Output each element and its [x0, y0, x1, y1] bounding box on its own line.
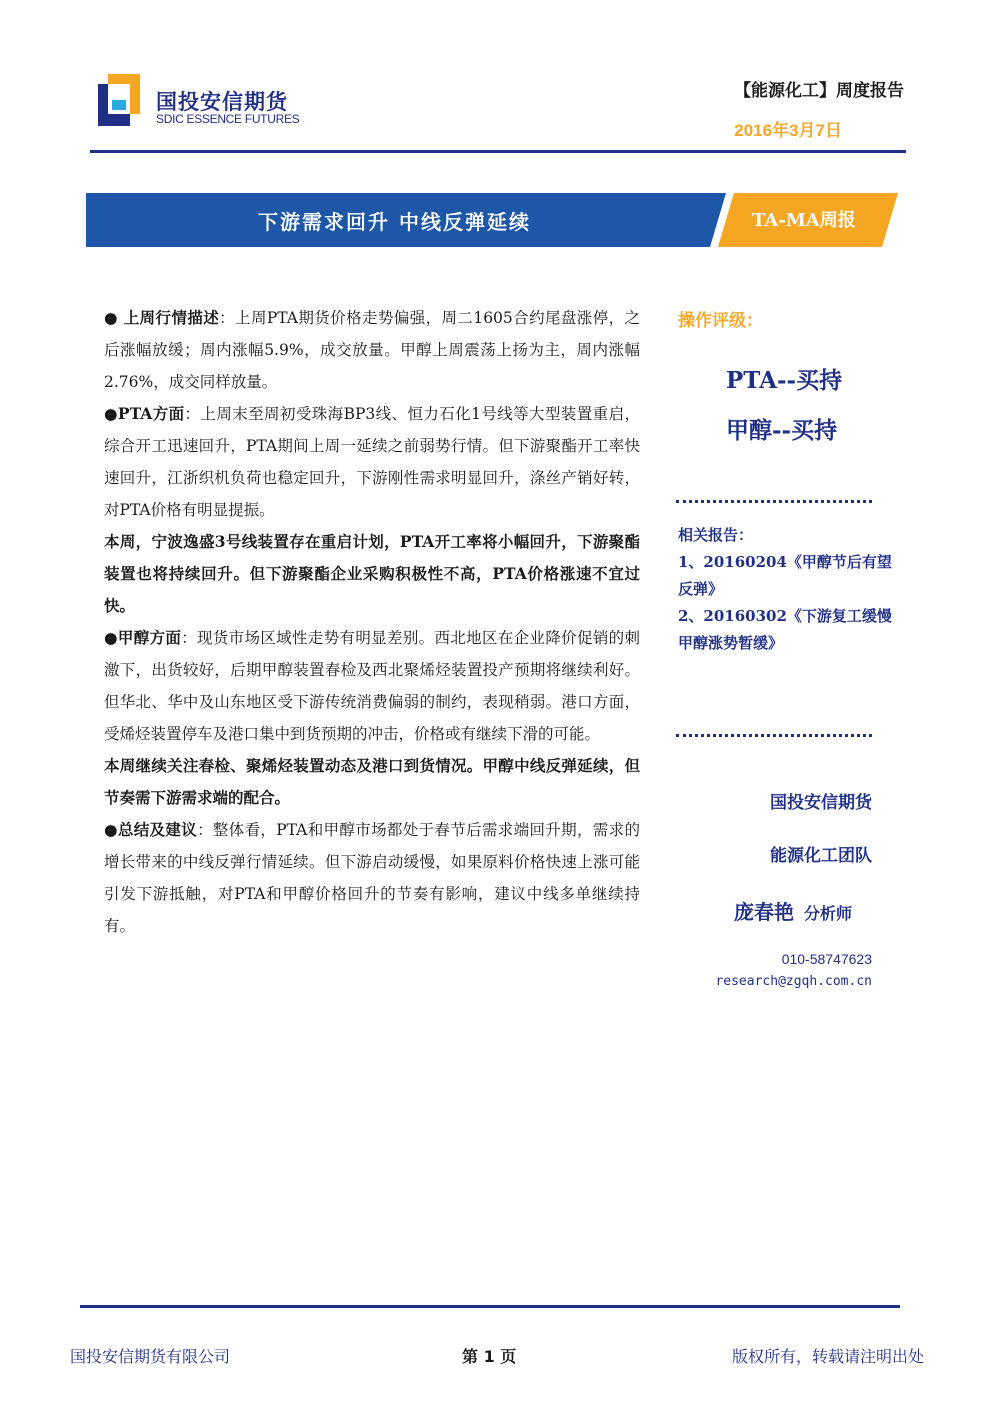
dotted-divider	[676, 734, 872, 737]
contact-phone: 010-58747623	[781, 951, 872, 967]
paragraph-market-review	[104, 302, 640, 398]
section-lead: ● 上周行情描述	[104, 308, 220, 327]
team-name: 能源化工团队	[770, 846, 872, 866]
logo-company-english: SDIC ESSENCE FUTURES	[156, 112, 300, 126]
header-divider	[90, 150, 906, 153]
report-type: 【能源化工】周度报告	[734, 81, 904, 101]
related-title: 相关报告：	[678, 526, 754, 544]
company-logo	[98, 74, 298, 130]
section-text: ：现货市场区域性走势有明显差别。西北地区在企业降价促销的刺激下，出货较好，后期甲醇装置春检及西北聚烯烃装置投产预期将继续利好。但华北、华中及山东地区受下游传统消费偏弱的制约，表现稍弱。港口方面，受烯烃装置停车及港口集中到货预期的冲击，价格或有继续下滑的可能。	[104, 629, 640, 743]
analyst-name: 庞春艳	[734, 900, 794, 924]
paragraph-pta-outlook: 本周，宁波逸盛3号线装置存在重启计划，PTA开工率将小幅回升，下游聚酯装置也将持续回升。但下游聚酯企业采购积极性不高，PTA价格涨速不宜过快。	[104, 532, 640, 615]
section-text: ：上周PTA期货价格走势偏强，周二1605合约尾盘涨停，之后涨幅放缓；周内涨幅5.9%，成交放量。甲醇上周震荡上扬为主，周内涨幅2.76%，成交同样放量。	[104, 309, 641, 391]
rating-pta: PTA--买持	[726, 367, 843, 394]
report-date: 2016年3月7日	[734, 121, 842, 140]
paragraph-methanol	[104, 622, 640, 750]
analyst-role: 分析师	[804, 904, 853, 923]
section-lead: ●PTA方面	[104, 404, 185, 423]
paragraph-summary	[104, 814, 640, 942]
section-text: ：整体看，PTA和甲醇市场都处于春节后需求端回升期，需求的增长带来的中线反弹行情延续。但下游启动缓慢，如果原料价格快速上涨可能引发下游抵触，对PTA和甲醇价格回升的节奏有影响，建议中线多单继续持有。	[104, 821, 640, 935]
rating-methanol: 甲醇--买持	[726, 417, 838, 444]
related-report-link[interactable]: 1、20160204《甲醇节后有望反弹》	[678, 553, 892, 598]
footer-company: 国投安信期货有限公司	[70, 1347, 231, 1366]
sdic-logo-icon	[98, 74, 140, 126]
team-company: 国投安信期货	[770, 793, 872, 813]
report-title: 下游需求回升 中线反弹延续	[258, 210, 531, 234]
contact-email[interactable]: research@zgqh.com.cn	[715, 974, 872, 989]
related-report-link[interactable]: 2、20160302《下游复工缓慢 甲醇涨势暂缓》	[678, 607, 892, 652]
related-reports	[678, 522, 894, 657]
report-body	[104, 302, 640, 942]
footer-divider	[80, 1305, 900, 1308]
section-lead: ●总结及建议	[104, 820, 198, 839]
section-text: ：上周末至周初受珠海BP3线、恒力石化1号线等大型装置重启，综合开工迅速回升，PTA期间上周一延续之前弱势行情。但下游聚酯开工率快速回升，江浙织机负荷也稳定回升，下游刚性需求明显回升，涤丝产销好转，对PTA价格有明显提振。	[104, 405, 640, 519]
report-tag: TA-MA周报	[752, 210, 856, 231]
logo-company-name: 国投安信期货	[156, 90, 288, 114]
analyst	[734, 896, 852, 925]
rating-label: 操作评级：	[678, 311, 763, 331]
dotted-divider	[676, 500, 872, 503]
footer-copyright: 版权所有，转载请注明出处	[731, 1347, 924, 1366]
paragraph-pta	[104, 398, 640, 526]
section-lead: ●甲醇方面	[104, 628, 182, 647]
paragraph-methanol-outlook: 本周继续关注春检、聚烯烃装置动态及港口到货情况。甲醇中线反弹延续，但节奏需下游需求端的配合。	[104, 756, 640, 807]
page-number: 第 1 页	[462, 1347, 517, 1366]
